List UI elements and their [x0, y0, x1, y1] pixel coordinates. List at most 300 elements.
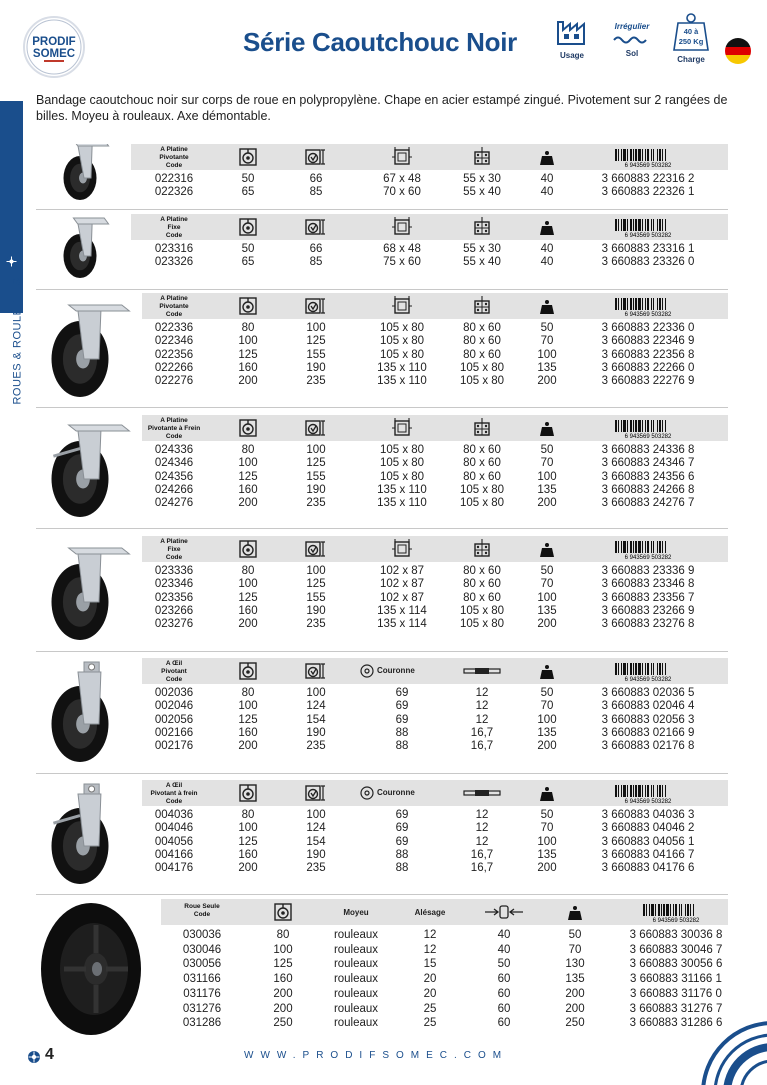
series-label-line: Code	[193, 911, 211, 918]
table-cell: 105 x 80	[379, 457, 425, 470]
table-cell: 200	[238, 618, 258, 631]
table-cell: 40	[540, 256, 554, 269]
table-cell: 100	[537, 591, 557, 604]
product-block	[36, 536, 728, 648]
alesage-header: Alésage	[414, 908, 446, 917]
height-icon	[305, 148, 327, 166]
product-code: 024356	[154, 470, 194, 483]
table-cell: 105 x 80	[459, 618, 505, 631]
website-url[interactable]: WWW.PRODIFSOMEC.COM	[244, 1050, 509, 1061]
table-cell: 12	[423, 929, 437, 941]
table-cell: 190	[306, 726, 326, 739]
height-icon	[305, 784, 327, 802]
table-cell: 125	[238, 713, 258, 726]
series-label-line: A Platine	[160, 538, 188, 545]
table-cell: 80	[241, 687, 255, 699]
table-cell: 66	[309, 173, 323, 185]
product-code: 004166	[154, 848, 194, 861]
table-cell: 100	[537, 713, 557, 726]
table-cell: 135 x 110	[377, 375, 427, 388]
table-cell: 125	[238, 470, 258, 483]
ean-code: 3 660883 30056 6	[629, 958, 723, 971]
product-block	[36, 658, 728, 770]
table-cell: 12	[475, 835, 489, 848]
ean-code: 3 660883 22276 9	[601, 375, 695, 388]
ean-code: 3 660883 23356 7	[601, 591, 695, 604]
wheel-diameter-icon	[274, 903, 292, 921]
footer-wheel-icon	[27, 1050, 41, 1064]
product-code: 002046	[154, 700, 194, 713]
table-cell: 100	[537, 835, 557, 848]
wheel-diameter-icon	[239, 218, 257, 236]
product-code: 024266	[154, 483, 194, 496]
table-cell: 125	[306, 578, 326, 591]
table-cell: 16,7	[470, 740, 494, 753]
ean-code: 3 660883 24276 7	[601, 497, 695, 510]
plate-dimension-icon	[392, 147, 412, 167]
load-weight-icon	[539, 786, 555, 802]
table-cell: 55 x 30	[463, 173, 501, 185]
block-separator	[36, 289, 728, 290]
ean-code: 3 660883 04166 7	[601, 848, 695, 861]
table-cell: 69	[395, 809, 409, 821]
castor-image	[38, 780, 138, 888]
ean-code: 3 660883 24266 8	[601, 483, 695, 496]
table-cell: 190	[306, 604, 326, 617]
ean-code: 3 660883 02166 9	[601, 726, 695, 739]
series-label-line: Code	[165, 162, 183, 169]
series-label	[134, 216, 214, 240]
ean-code: 3 660883 31276 7	[629, 1002, 723, 1015]
ean-code: 3 660883 23266 9	[601, 604, 695, 617]
table-cell: rouleaux	[333, 1017, 379, 1030]
load-weight-icon	[539, 664, 555, 680]
table-cell: 190	[306, 848, 326, 861]
product-code: 024276	[154, 497, 194, 510]
table-cell: 12	[475, 809, 489, 821]
table-cell: 154	[306, 835, 326, 848]
ean-code: 3 660883 23326 0	[601, 256, 695, 269]
moyeu-header: Moyeu	[343, 908, 369, 917]
wheel-diameter-icon	[239, 148, 257, 166]
product-code: 031176	[183, 987, 221, 1000]
table-cell: 40	[540, 243, 554, 255]
ean-code: 3 660883 22346 9	[601, 335, 695, 348]
barcode-icon	[607, 784, 689, 804]
table-cell: 70	[540, 700, 554, 713]
barcode-number: 6 943569 503282	[624, 677, 672, 682]
table-cell: rouleaux	[333, 929, 379, 941]
height-icon	[305, 419, 327, 437]
table-cell: 60	[497, 973, 511, 986]
table-cell: 65	[241, 186, 255, 199]
product-code: 023316	[154, 243, 194, 255]
table-cell: 125	[273, 958, 293, 971]
german-flag-icon	[725, 38, 751, 64]
table-cell: 40	[497, 929, 511, 941]
table-cell: 200	[537, 618, 557, 631]
table-cell: 100	[537, 348, 557, 361]
ean-code: 3 660883 22356 8	[601, 348, 695, 361]
load-weight-icon	[539, 542, 555, 558]
barcode-icon	[607, 419, 689, 439]
series-label	[134, 146, 214, 170]
table-cell: 235	[306, 862, 326, 875]
barcode-number: 6 943569 503282	[624, 163, 672, 168]
product-code: 022326	[154, 186, 194, 199]
table-cell: 50	[540, 322, 554, 334]
wheel-only-block	[36, 897, 728, 1037]
table-cell: 200	[537, 740, 557, 753]
table-cell: 70	[540, 457, 554, 470]
factory-icon	[555, 16, 589, 46]
table-cell: rouleaux	[333, 958, 379, 971]
ean-code: 3 660883 04056 1	[601, 835, 695, 848]
charge-mid: 250 Kg	[678, 37, 704, 46]
barcode-icon	[607, 662, 689, 682]
sol-badge	[604, 22, 660, 58]
table-cell: 135	[537, 361, 557, 374]
table-cell: 235	[306, 618, 326, 631]
sol-label: Sol	[625, 49, 639, 58]
wave-icon	[612, 34, 652, 44]
product-code: 022356	[154, 348, 194, 361]
table-cell: 130	[565, 958, 585, 971]
product-code: 030036	[182, 929, 222, 941]
table-cell: 200	[273, 1002, 293, 1015]
table-cell: 105 x 80	[379, 470, 425, 483]
table-cell: 105 x 80	[379, 348, 425, 361]
castor-image	[38, 214, 138, 282]
table-cell: 160	[238, 361, 258, 374]
hole-spacing-icon	[472, 418, 492, 438]
ean-code: 3 660883 02176 8	[601, 740, 695, 753]
usage-badge	[555, 16, 589, 60]
table-cell: 200	[565, 987, 585, 1000]
intro-text: Bandage caoutchouc noir sur corps de roue en polypropylène. Chape en acier estampé zingué. Pivotement sur 2 rangées de billes. Moyeu à rouleaux. Axe démontable.	[36, 93, 728, 123]
ean-code: 3 660883 31166 1	[630, 973, 722, 986]
couronne-icon	[360, 664, 374, 678]
hole-spacing-icon	[472, 217, 492, 237]
product-block	[36, 415, 728, 525]
hole-spacing-icon	[472, 147, 492, 167]
series-label-line: Code	[165, 311, 183, 318]
series-label-line: Roue Seule	[184, 903, 220, 910]
table-cell: 100	[306, 687, 326, 699]
table-cell: 69	[395, 835, 409, 848]
block-separator	[36, 209, 728, 210]
table-cell: 80	[241, 809, 255, 821]
table-cell: 70	[540, 822, 554, 835]
series-label	[162, 903, 242, 919]
load-weight-icon	[567, 905, 583, 921]
height-icon	[305, 297, 327, 315]
table-cell: 80 x 60	[463, 335, 501, 348]
wheel-diameter-icon	[239, 540, 257, 558]
product-code: 023356	[154, 591, 194, 604]
product-code: 024346	[154, 457, 194, 470]
table-cell: 154	[306, 713, 326, 726]
table-cell: 80 x 60	[463, 470, 501, 483]
table-cell: 69	[395, 687, 409, 699]
table-cell: 40	[540, 173, 554, 185]
plate-dimension-icon	[392, 418, 412, 438]
barcode-number: 6 943569 503282	[624, 555, 672, 560]
table-cell: 80 x 60	[463, 322, 501, 334]
table-cell: 50	[241, 243, 255, 255]
series-label-line: Code	[165, 798, 183, 805]
table-cell: 105 x 80	[459, 497, 505, 510]
wheel-diameter-icon	[239, 784, 257, 802]
table-cell: 105 x 80	[459, 604, 505, 617]
page-title: Série Caoutchouc Noir	[243, 27, 517, 57]
table-cell: 250	[273, 1017, 293, 1030]
table-cell: 69	[395, 713, 409, 726]
table-cell: 55 x 40	[463, 186, 501, 199]
table-cell: 160	[238, 848, 258, 861]
table-cell: 125	[238, 591, 258, 604]
wheel-diameter-icon	[239, 419, 257, 437]
product-code: 030056	[182, 958, 222, 971]
table-cell: 235	[306, 375, 326, 388]
table-cell: 16,7	[470, 862, 494, 875]
product-code: 023346	[154, 578, 194, 591]
table-cell: 135 x 110	[377, 361, 427, 374]
load-weight-icon	[539, 150, 555, 166]
product-code: 030046	[182, 943, 222, 956]
height-icon	[305, 218, 327, 236]
height-icon	[305, 662, 327, 680]
ean-code: 3 660883 31176 0	[630, 987, 722, 1000]
plate-dimension-icon	[392, 539, 412, 559]
product-code: 031276	[182, 1002, 222, 1015]
table-cell: 60	[497, 1017, 511, 1030]
table-cell: 200	[238, 862, 258, 875]
table-cell: 80	[241, 444, 255, 456]
sidebar-label: ROUES & ROULETTES	[11, 277, 24, 405]
product-code: 004176	[154, 862, 194, 875]
barcode-number: 6 943569 503282	[624, 233, 672, 238]
table-cell: 100	[238, 578, 258, 591]
corner-decoration	[698, 1015, 767, 1085]
table-cell: 88	[395, 848, 409, 861]
table-cell: 135 x 110	[377, 497, 427, 510]
table-cell: 105 x 80	[379, 335, 425, 348]
table-cell: 105 x 80	[459, 375, 505, 388]
logo-line2: SOMEC	[32, 48, 76, 60]
plate-dimension-icon	[392, 296, 412, 316]
product-code: 023336	[154, 565, 194, 577]
table-cell: 102 x 87	[379, 578, 425, 591]
table-cell: 105 x 80	[379, 444, 425, 456]
table-cell: 160	[238, 483, 258, 496]
ean-code: 3 660883 04046 2	[601, 822, 695, 835]
table-cell: rouleaux	[333, 1002, 379, 1015]
table-cell: 160	[238, 726, 258, 739]
table-cell: 200	[537, 862, 557, 875]
table-cell: 50	[568, 929, 582, 941]
series-label-line: Pivotant	[161, 668, 187, 675]
load-weight-icon	[539, 299, 555, 315]
ean-code: 3 660883 02056 3	[601, 713, 695, 726]
ean-code: 3 660883 04036 3	[601, 809, 695, 821]
hole-spacing-icon	[472, 296, 492, 316]
couronne-label: Couronne	[377, 666, 415, 675]
castor-image	[38, 658, 138, 766]
table-cell: 155	[306, 591, 326, 604]
table-cell: 100	[238, 335, 258, 348]
table-cell: 250	[565, 1017, 585, 1030]
block-separator	[36, 528, 728, 529]
irregulier-label: Irrégulier	[614, 22, 650, 31]
height-icon	[305, 540, 327, 558]
table-cell: 105 x 80	[459, 483, 505, 496]
table-cell: 200	[273, 987, 293, 1000]
series-label	[134, 660, 214, 684]
castor-image	[38, 293, 138, 401]
table-cell: 155	[306, 348, 326, 361]
table-cell: 135	[537, 726, 557, 739]
product-block	[36, 214, 728, 286]
table-cell: 50	[540, 565, 554, 577]
table-cell: 160	[238, 604, 258, 617]
table-cell: 100	[306, 809, 326, 821]
table-cell: 12	[423, 943, 437, 956]
table-cell: 235	[306, 497, 326, 510]
block-separator	[36, 773, 728, 774]
table-cell: 50	[540, 809, 554, 821]
castor-image	[38, 144, 138, 204]
table-cell: 50	[497, 958, 511, 971]
castor-image	[38, 536, 138, 644]
table-cell: 200	[565, 1002, 585, 1015]
barcode-icon	[607, 540, 689, 560]
table-cell: 235	[306, 740, 326, 753]
table-cell: 68 x 48	[383, 243, 421, 255]
table-cell: 200	[537, 375, 557, 388]
product-code: 022266	[154, 361, 194, 374]
couronne-label: Couronne	[377, 788, 415, 797]
series-label-line: Code	[165, 433, 183, 440]
table-cell: 200	[238, 497, 258, 510]
product-code: 031166	[183, 973, 221, 986]
plate-dimension-icon	[392, 217, 412, 237]
ean-code: 3 660883 02036 5	[601, 687, 695, 699]
usage-label: Usage	[559, 51, 584, 60]
table-cell: 124	[306, 822, 326, 835]
product-code: 022336	[154, 322, 194, 334]
product-code: 023276	[154, 618, 194, 631]
ean-code: 3 660883 04176 6	[601, 862, 695, 875]
table-cell: 125	[238, 835, 258, 848]
table-cell: 88	[395, 740, 409, 753]
table-cell: 160	[273, 973, 293, 986]
table-cell: 50	[540, 444, 554, 456]
series-label-line: Code	[165, 554, 183, 561]
series-label-line: A Platine	[160, 295, 188, 302]
table-cell: 100	[306, 322, 326, 334]
table-cell: 80	[241, 322, 255, 334]
table-cell: 80 x 60	[463, 457, 501, 470]
table-cell: 135 x 110	[377, 483, 427, 496]
series-label	[134, 538, 214, 562]
table-cell: 105 x 80	[379, 322, 425, 334]
table-cell: 75 x 60	[383, 256, 421, 269]
product-block	[36, 780, 728, 891]
table-cell: 20	[423, 987, 437, 1000]
table-cell: 40	[540, 186, 554, 199]
wheel-diameter-icon	[239, 662, 257, 680]
table-cell: 200	[238, 375, 258, 388]
table-cell: 80 x 60	[463, 444, 501, 456]
ean-code: 3 660883 22326 1	[601, 186, 695, 199]
weight-icon	[672, 12, 710, 52]
table-cell: rouleaux	[333, 943, 379, 956]
product-code: 004046	[154, 822, 194, 835]
table-cell: 69	[395, 822, 409, 835]
product-code: 002036	[154, 687, 194, 699]
series-label-line: Pivotante	[159, 154, 189, 161]
table-cell: 155	[306, 470, 326, 483]
table-cell: 65	[241, 256, 255, 269]
charge-label: Charge	[677, 55, 705, 64]
ean-code: 3 660883 24346 7	[601, 457, 695, 470]
wheel-bullet-icon	[5, 255, 18, 268]
table-cell: 80 x 60	[463, 565, 501, 577]
block-separator	[36, 651, 728, 652]
product-code: 024336	[154, 444, 194, 456]
table-cell: 135 x 114	[377, 604, 427, 617]
product-code: 002166	[154, 726, 194, 739]
barcode-icon	[607, 148, 689, 168]
table-cell: 66	[309, 243, 323, 255]
barcode-icon	[607, 218, 689, 238]
product-block	[36, 293, 728, 404]
table-cell: 100	[238, 700, 258, 713]
table-cell: 16,7	[470, 848, 494, 861]
product-code: 002176	[154, 740, 194, 753]
ean-code: 3 660883 30036 8	[629, 929, 723, 941]
table-cell: rouleaux	[333, 973, 379, 986]
table-cell: 12	[475, 700, 489, 713]
product-code: 031286	[182, 1017, 222, 1030]
table-cell: 50	[241, 173, 255, 185]
ean-code: 3 660883 02046 4	[601, 700, 695, 713]
barcode-number: 6 943569 503282	[624, 434, 672, 439]
table-cell: 135	[537, 604, 557, 617]
hub-length-icon	[484, 905, 524, 919]
charge-badge	[672, 12, 710, 64]
table-cell: 69	[395, 700, 409, 713]
ean-code: 3 660883 23346 8	[601, 578, 695, 591]
product-code: 022316	[154, 173, 194, 185]
block-separator	[36, 407, 728, 408]
series-label-line: Code	[165, 676, 183, 683]
table-cell: 40	[497, 943, 511, 956]
series-label-line: Pivotante	[159, 303, 189, 310]
prodif-somec-logo	[20, 15, 88, 79]
series-label	[134, 295, 214, 319]
series-label-line: A Platine	[160, 146, 188, 153]
series-label-line: A Platine	[160, 216, 188, 223]
series-label-line: Fixe	[167, 224, 181, 231]
table-cell: 124	[306, 700, 326, 713]
table-cell: 60	[497, 987, 511, 1000]
bore-axle-icon	[463, 666, 501, 676]
hole-spacing-icon	[472, 539, 492, 559]
table-cell: 50	[540, 687, 554, 699]
table-cell: 200	[537, 497, 557, 510]
